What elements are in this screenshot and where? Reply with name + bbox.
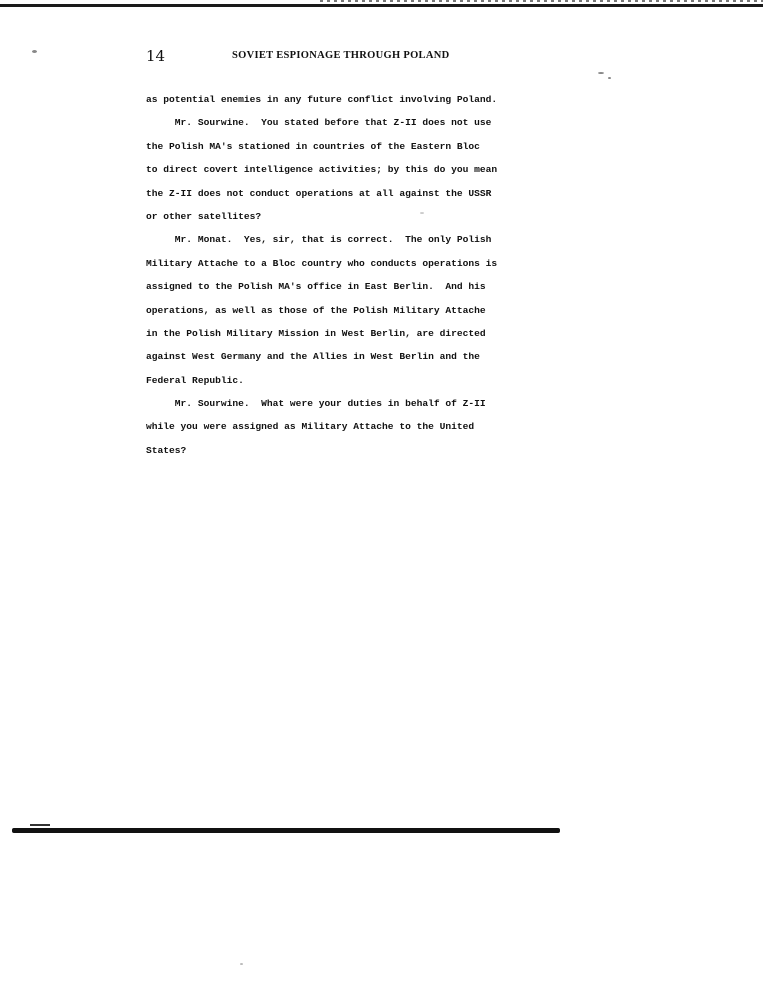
text-line-1: as potential enemies in any future conflict involving Poland. xyxy=(146,94,498,105)
text-line-8: Military Attache to a Bloc country who conducts operations is xyxy=(146,257,498,269)
top-border-rule xyxy=(0,4,763,7)
page-number: 14 xyxy=(146,47,166,65)
text-line-11: in the Polish Military Mission in West Berlin, are directed xyxy=(146,327,486,339)
text-line-3: the Polish MA's stationed in countries of the Eastern Bloc xyxy=(146,140,480,152)
text-line-5: the Z-II does not conduct operations at all against the USSR xyxy=(146,187,492,199)
text-line-14: Mr. Sourwine. What were your duties in behalf of Z-II xyxy=(146,398,486,410)
running-head: SOVIET ESPIONAGE THROUGH POLAND xyxy=(232,50,450,61)
scan-speck xyxy=(608,77,611,79)
scan-speck xyxy=(32,50,37,53)
text-line-6: or other satellites? xyxy=(146,210,262,222)
text-line-13: Federal Republic. xyxy=(146,374,244,386)
bottom-rule-tail xyxy=(30,824,50,826)
text-line-7: Mr. Monat. Yes, sir, that is correct. The only Polish xyxy=(146,234,492,246)
top-dotted-rule xyxy=(320,0,763,2)
text-line-4: to direct covert intelligence activities; by this do you mean xyxy=(146,164,498,176)
text-line-2: Mr. Sourwine. You stated before that Z-II does not use xyxy=(146,117,492,129)
text-line-10: operations, as well as those of the Polish Military Attache xyxy=(146,304,486,316)
bottom-border-rule xyxy=(12,828,560,833)
text-line-9: assigned to the Polish MA's office in East Berlin. And his xyxy=(146,281,486,293)
text-line-12: against West Germany and the Allies in West Berlin and the xyxy=(146,351,480,363)
text-line-15: while you were assigned as Military Attache to the United xyxy=(146,421,475,433)
scan-speck xyxy=(598,72,604,74)
body-text xyxy=(146,88,546,462)
scan-speck xyxy=(240,963,243,965)
text-line-16: States? xyxy=(146,444,187,456)
scan-speck xyxy=(420,212,424,214)
